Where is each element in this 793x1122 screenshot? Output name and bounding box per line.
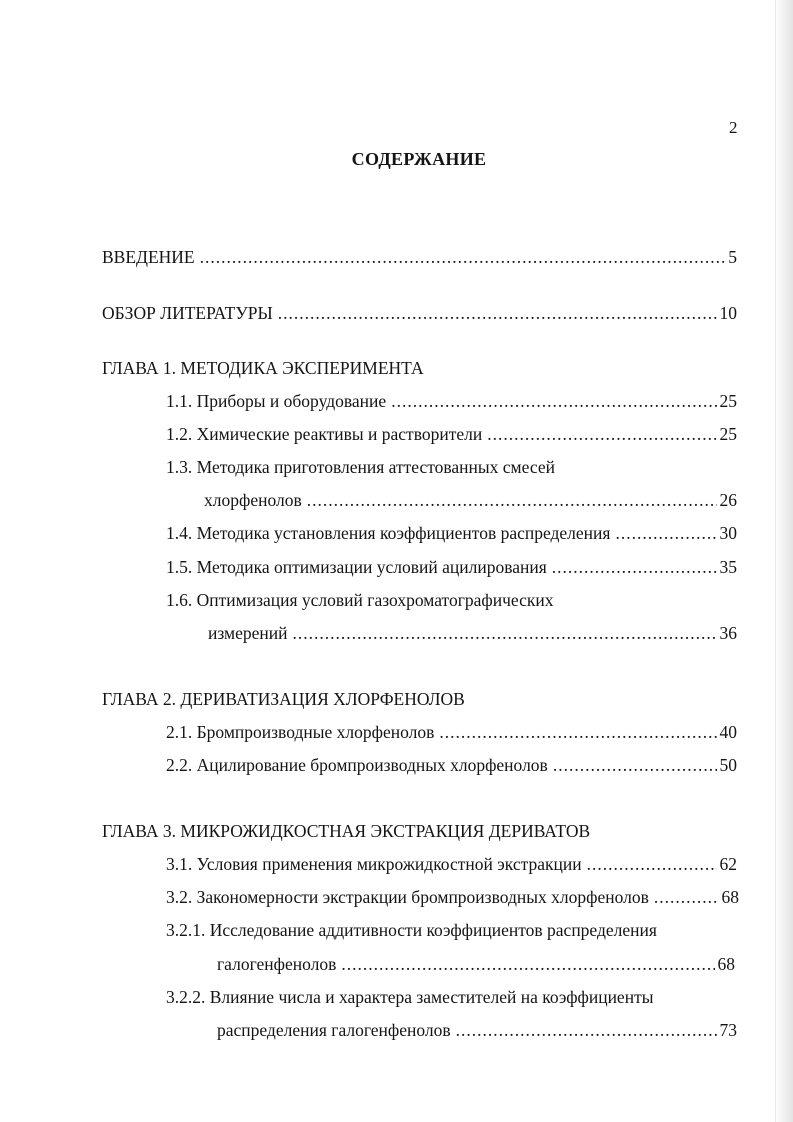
leader-dots — [200, 246, 726, 268]
toc-entry-page: 73 — [719, 1020, 737, 1040]
leader-dots — [439, 721, 716, 743]
toc-entry-page: 5 — [728, 247, 737, 267]
toc-entry-label: ОБЗОР ЛИТЕРАТУРЫ — [102, 303, 273, 323]
toc-entry-page: 25 — [719, 424, 737, 444]
leader-dots — [587, 853, 717, 875]
toc-entry-page: 36 — [719, 623, 737, 643]
toc-entry-1-6-line1: 1.6. Оптимизация условий газохроматографических — [166, 590, 554, 610]
leader-dots — [278, 302, 717, 324]
toc-entry-3-2-2 — [217, 1019, 737, 1041]
toc-entry-introduction — [102, 246, 737, 268]
toc-entry-label: 3.2. Закономерности экстракции бромпроизводных хлорфенолов — [166, 887, 649, 907]
toc-entry-page: 26 — [719, 490, 737, 510]
toc-entry-1-1 — [166, 390, 737, 412]
toc-entry-2-2 — [166, 754, 737, 776]
toc-entry-1-5 — [166, 556, 737, 578]
toc-entry-review — [102, 302, 737, 324]
toc-entry-page: 62 — [719, 854, 737, 874]
toc-entry-page: 25 — [719, 391, 737, 411]
leader-dots — [293, 622, 717, 644]
toc-entry-label: измерений — [208, 623, 288, 643]
toc-entry-3-2-1-line1: 3.2.1. Исследование аддитивности коэффициентов распределения — [166, 920, 657, 940]
toc-entry-page: 35 — [719, 557, 737, 577]
toc-entry-3-2 — [166, 886, 739, 908]
chapter-3-title: ГЛАВА 3. МИКРОЖИДКОСТНАЯ ЭКСТРАКЦИЯ ДЕРИВАТОВ — [102, 821, 591, 841]
leader-dots — [456, 1019, 717, 1041]
toc-entry-1-4 — [166, 522, 737, 544]
chapter-2-title: ГЛАВА 2. ДЕРИВАТИЗАЦИЯ ХЛОРФЕНОЛОВ — [102, 689, 465, 709]
toc-entry-1-3-line1: 1.3. Методика приготовления аттестованных смесей — [166, 457, 555, 477]
leader-dots — [341, 953, 714, 975]
toc-entry-label: 3.1. Условия применения микрожидкостной экстракции — [166, 854, 582, 874]
toc-entry-1-3 — [204, 489, 737, 511]
page-number: 2 — [729, 118, 738, 137]
leader-dots — [307, 489, 717, 511]
toc-entry-3-2-2-line1: 3.2.2. Влияние числа и характера заместителей на коэффициенты — [166, 987, 654, 1007]
toc-entry-1-2 — [166, 423, 737, 445]
toc-entry-page: 68 — [717, 954, 735, 974]
toc-entry-page: 10 — [719, 303, 737, 323]
toc-entry-label: 1.4. Методика установления коэффициентов распределения — [166, 523, 611, 543]
leader-dots — [553, 754, 717, 776]
leader-dots — [487, 423, 716, 445]
leader-dots — [391, 390, 716, 412]
toc-entry-label: 1.1. Приборы и оборудование — [166, 391, 387, 411]
toc-entry-label: 2.1. Бромпроизводные хлорфенолов — [166, 722, 435, 742]
toc-entry-page: 50 — [719, 755, 737, 775]
toc-entry-3-1 — [166, 853, 737, 875]
leader-dots — [615, 522, 716, 544]
page-title: СОДЕРЖАНИЕ — [351, 149, 487, 169]
toc-entry-2-1 — [166, 721, 737, 743]
scan-edge-shadow — [775, 0, 793, 1122]
toc-entry-label: ВВЕДЕНИЕ — [102, 247, 195, 267]
toc-entry-page: 30 — [719, 523, 737, 543]
toc-entry-label: распределения галогенфенолов — [217, 1020, 451, 1040]
toc-entry-label: 1.2. Химические реактивы и растворители — [166, 424, 483, 444]
toc-entry-label: 2.2. Ацилирование бромпроизводных хлорфенолов — [166, 755, 548, 775]
toc-entry-label: 1.5. Методика оптимизации условий ацилирования — [166, 557, 547, 577]
toc-entry-label: галогенфенолов — [217, 954, 337, 974]
leader-dots — [654, 886, 719, 908]
leader-dots — [552, 556, 717, 578]
chapter-1-title: ГЛАВА 1. МЕТОДИКА ЭКСПЕРИМЕНТА — [102, 358, 424, 378]
toc-entry-label: хлорфенолов — [204, 490, 302, 510]
toc-entry-page: 68 — [721, 887, 739, 907]
toc-entry-1-6 — [208, 622, 737, 644]
toc-entry-3-2-1 — [217, 953, 735, 975]
toc-entry-page: 40 — [719, 722, 737, 742]
